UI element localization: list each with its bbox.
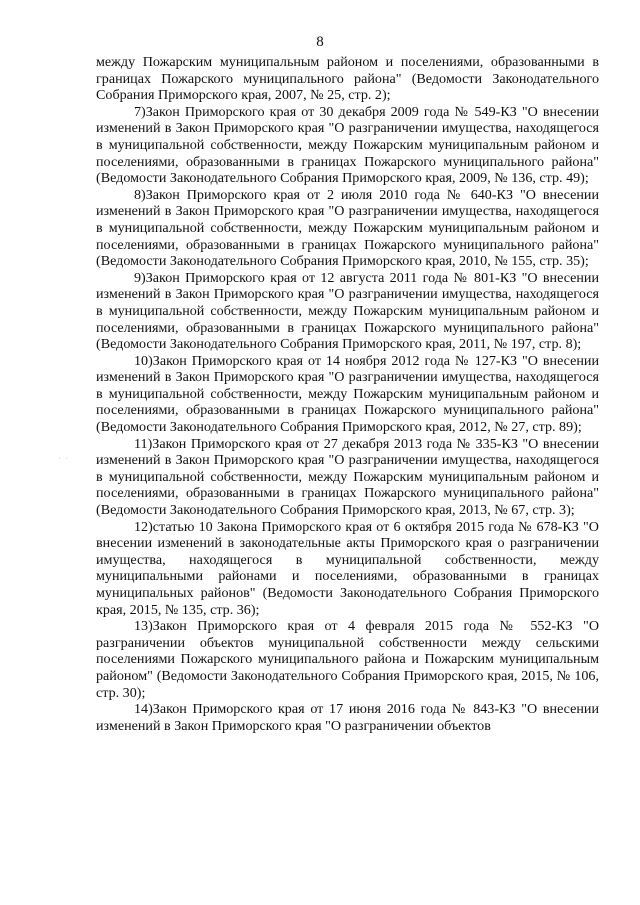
paragraph-item-12: 12)статью 10 Закона Приморского края от 6 октября 2015 года № 678-КЗ "О внесении изменений в законодательные акты Приморского края о разграничении имущества, находящегося в муниципальной собственности, между муниципальными районами и поселениями, образованными в границах муниципальных районов" (Ведомости Законодательного Собрания Приморского края, 2015, № 135, стр. 36); [96,518,599,618]
paragraph-continuation: между Пожарским муниципальным районом и поселениями, образованными в границах Пожарского муниципального района" (Ведомости Законодательного Собрания Приморского края, 2007, № 25, стр. 2); [96,54,599,104]
paragraph-item-11: 11)Закон Приморского края от 27 декабря 2013 года № 335-КЗ "О внесении изменений в Закон Приморского края "О разграничении имущества, находящегося в муниципальной собственности, между Пожарским муниципальным районом и поселениями, образованными в границах Пожарского муниципального района" (Ведомости Законодательного Собрания Приморского края, 2013, № 67, стр. 3); [96,435,599,519]
paragraph-item-10: 10)Закон Приморского края от 14 ноября 2012 года № 127-КЗ "О внесении изменений в Закон Приморского края "О разграничении имущества, находящегося в муниципальной собственности, между Пожарским муниципальным районом и поселениями, образованными в границах Пожарского муниципального района" (Ведомости Законодательного Собрания Приморского края, 2012, № 27, стр. 89); [96,352,599,436]
paragraph-item-14: 14)Закон Приморского края от 17 июня 2016 года № 843-КЗ "О внесении изменений в Закон Приморского края "О разграничении объектов [96,701,599,734]
paragraph-item-7: 7)Закон Приморского края от 30 декабря 2009 года № 549-КЗ "О внесении изменений в Закон Приморского края "О разграничении имущества, находящегося в муниципальной собственности, между Пожарским муниципальным районом и поселениями, образованными в границах Пожарского муниципального района" (Ведомости Законодательного Собрания Приморского края, 2009, № 136, стр. 49); [96,103,599,187]
margin-scan-speck: ˙ ˙ [58,456,70,466]
paragraph-item-13: 13)Закон Приморского края от 4 февраля 2015 года № 552-КЗ "О разграничении объектов муниципальной собственности между сельскими поселениями Пожарского муниципального района и Пожарским муниципальным районом" (Ведомости Законодательного Собрания Приморского края, 2015, № 106, стр. 30); [96,618,599,701]
page-number: 8 [316,34,324,50]
paragraph-item-9: 9)Закон Приморского края от 12 августа 2011 года № 801-КЗ "О внесении изменений в Закон Приморского края "О разграничении имущества, находящегося в муниципальной собственности, между Пожарским муниципальным районом и поселениями, образованными в границах Пожарского муниципального района" (Ведомости Законодательного Собрания Приморского края, 2011, № 197, стр. 8); [96,269,599,353]
paragraph-item-8: 8)Закон Приморского края от 2 июля 2010 года № 640-КЗ "О внесении изменений в Закон Приморского края "О разграничении имущества, находящегося в муниципальной собственности, между Пожарским муниципальным районом и поселениями, образованными в границах Пожарского муниципального района" (Ведомости Законодательного Собрания Приморского края, 2010, № 155, стр. 35); [96,186,599,270]
document-body [96,54,599,734]
